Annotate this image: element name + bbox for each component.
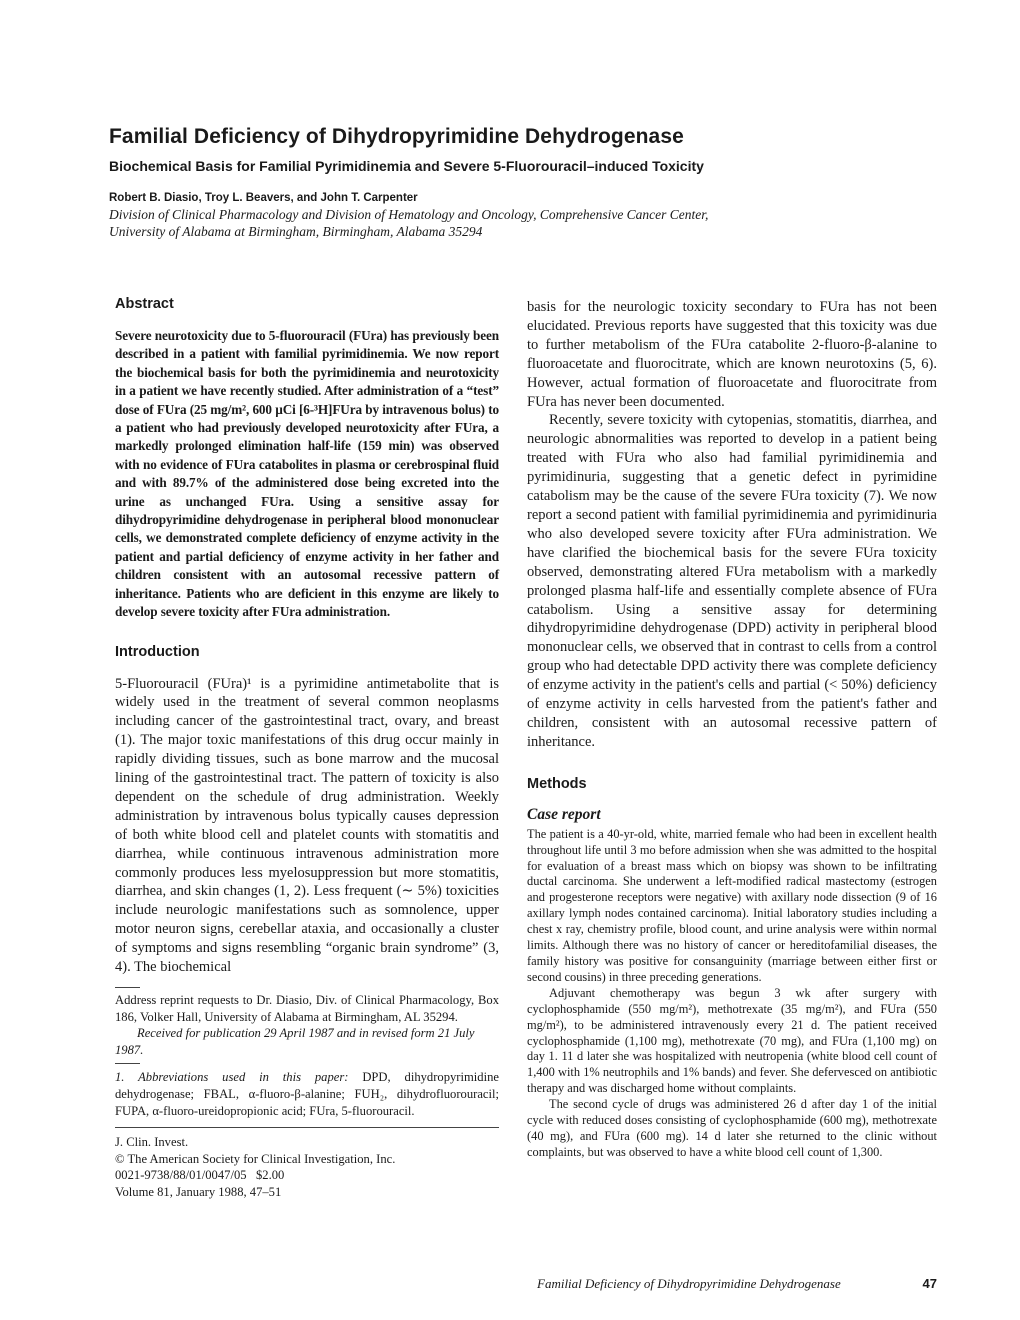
affiliation	[109, 207, 939, 240]
copyright-notice: © The American Society for Clinical Investigation, Inc.	[115, 1151, 396, 1166]
article-title: Familial Deficiency of Dihydropyrimidine Dehydrogenase	[109, 125, 684, 148]
abstract-heading: Abstract	[115, 296, 174, 312]
abstract-text: Severe neurotoxicity due to 5-fluorouracil (FUra) has previously been described in a patient with familial pyrimidinemia. We now report the biochemical basis for both the pyrimidinemia and neurotoxicity in a patient we have recently studied. After administration of a “test” dose of FUra (25 mg/m², 600 µCi [6-³H]FUra by intravenous bolus) to a patient who had previously developed neurotoxicity after FUra, a markedly prolonged elimination half-life (159 min) was observed with no evidence of FUra catabolites in plasma or cerebrospinal fluid and with 89.7% of the administered dose being excreted into the urine as unchanged FUra. Using a sensitive assay for dihydropyrimidine dehydrogenase in peripheral blood mononuclear cells, we demonstrated complete deficiency of enzyme activity in the patient and partial deficiency of enzyme activity in her father and children consistent with an autosomal recessive pattern of inheritance. Patients who are deficient in this enzyme are likely to develop severe toxicity after FUra administration.	[115, 328, 499, 620]
abbreviations-text: DPD, dihydropyrimidine dehydrogenase; FBAL, α-fluoro-β-alanine; FUH₂, dihydrofluorouracil; FUPA, α-fluoro-ureidopropionic acid; FUra, 5-fluorouracil.	[115, 1070, 499, 1118]
introduction-continued: basis for the neurologic toxicity secondary to FUra has not been elucidated. Previous reports have suggested that this toxicity was due to further metabolism of the FUra catabolite 2-fluoro-β-alanine to fluoroacetate and fluorocitrate, which are known neurotoxins (5, 6). However, actual formation of fluoroacetate and fluorocitrate from FUra has never been documented.	[527, 299, 937, 410]
running-title: Familial Deficiency of Dihydropyrimidine Dehydrogenase	[537, 1276, 841, 1291]
received-date-note: Received for publication 29 April 1987 and in revised form 21 July 1987.	[115, 1026, 475, 1057]
abbreviations-note	[115, 1069, 499, 1119]
case-report-paragraph-1: The patient is a 40-yr-old, white, married female who had been in excellent health throughout life until 3 mo before admission when she was admitted to the hospital for evaluation of a breast mass which on biopsy was shown to be infiltrating ductal carcinoma. She underwent a left-modified radical mastectomy (estrogen and progesterone receptors were negative) with axillary node dissection (9 of 16 axillary lymph nodes contained carcinoma). Initial laboratory studies including a chest x ray, chemistry profile, blood count, and urine analysis were within normal limits. Although there was no history of cancer or hereditofamilial diseases, the family history was positive for consanguinity (marriage between either first or second cousins) in three preceding generations.	[527, 826, 937, 984]
introduction-heading: Introduction	[115, 643, 200, 660]
reprint-request-note: Address reprint requests to Dr. Diasio, Div. of Clinical Pharmacology, Box 186, Volker Hall, University of Alabama at Birmingham, AL 35294.	[115, 993, 499, 1024]
case-report-paragraph-3: The second cycle of drugs was administered 26 d after day 1 of the initial cycle with reduced doses consisting of cyclophosphamide (600 mg), methotrexate (40 mg), and FUra (600 mg). 14 d later she returned to the clinic without complaints, but was observed to have a white blood cell count of 1,300.	[527, 1097, 937, 1159]
page-number: 47	[922, 1276, 937, 1291]
case-report-paragraph-2: Adjuvant chemotherapy was begun 3 wk after surgery with cyclophosphamide (550 mg/m²), methotrexate (35 mg/m²), and FUra (550 mg/m²), to be administered intravenously every 21 d. The patient received cyclophosphamide (1,100 mg), methotrexate (70 mg), and FUra (1,100 mg) on day 1. 11 d later she was hospitalized with neutropenia (white blood cell count of 1,400 with 1% neutrophils and 1% bands) and fever. She defervesced on antibiotic therapy and was discharged home without complaints.	[527, 985, 937, 1096]
author-list: Robert B. Diasio, Troy L. Beavers, and John T. Carpenter	[109, 192, 418, 204]
affiliation-line-2: University of Alabama at Birmingham, Birmingham, Alabama 35294	[109, 223, 483, 239]
article-subtitle: Biochemical Basis for Familial Pyrimidinemia and Severe 5-Fluorouracil–induced Toxicity	[109, 158, 704, 174]
introduction-paragraph-2: Recently, severe toxicity with cytopenias, stomatitis, diarrhea, and neurologic abnormalities was reported to develop in a patient being treated with FUra who also had familial pyrimidinemia and pyrimidinuria, suggesting that a genetic defect in pyrimidine catabolism may be the cause of the severe FUra toxicity (7). We now report a second patient with familial pyrimidinemia and pyrimidinuria who also developed severe toxicity after FUra administration. We have clarified the biochemical basis for the severe FUra toxicity observed, demonstrating altered FUra metabolism with a markedly prolonged plasma half-life and essentially complete absence of FUra catabolism. Using a sensitive assay for determining dihydropyrimidine dehydrogenase (DPD) activity in peripheral blood mononuclear cells, we observed that in contrast to cells from a control group who had detectable DPD activity there was complete deficiency of enzyme activity in the patient's cells and partial (< 50%) deficiency of enzyme activity in cells harvested from the patient's father and children, consistent with an autosomal recessive pattern of inheritance.	[527, 412, 937, 750]
methods-heading: Methods	[527, 775, 587, 792]
journal-name: J. Clin. Invest.	[115, 1135, 189, 1150]
volume-info: Volume 81, January 1988, 47–51	[115, 1184, 282, 1199]
right-column	[527, 298, 937, 1161]
affiliation-line-1: Division of Clinical Pharmacology and Division of Hematology and Oncology, Comprehensive Cancer Center,	[109, 207, 709, 222]
issn-code: 0021-9738/88/01/0047/05 $2.00	[115, 1168, 285, 1183]
case-report-heading: Case report	[527, 805, 601, 823]
left-column	[115, 296, 499, 1201]
introduction-text: 5-Fluorouracil (FUra)¹ is a pyrimidine antimetabolite that is widely used in the treatment of several common neoplasms including cancer of the gastrointestinal tract, ovary, and breast (1). The major toxic manifestations of this drug occur mainly in rapidly dividing tissues, such as bone marrow and the mucosal lining of the gastrointestinal tract. The pattern of toxicity is also dependent on the schedule of drug administration. Weekly administration by intravenous bolus typically causes depression of both white blood cell and platelet counts with stomatitis and diarrhea, while continuous intravenous administration more commonly produces less myelosuppression but more stomatitis, diarrhea, and skin changes (1, 2). Less frequent (∼ 5%) toxicities include neurologic manifestations such as somnolence, upper motor neuron signs, cerebellar ataxia, and occasionally a cluster of symptoms and signs resembling “organic brain syndrome” (3, 4). The biochemical	[115, 675, 499, 976]
abbreviations-label: 1. Abbreviations used in this paper:	[115, 1070, 349, 1085]
